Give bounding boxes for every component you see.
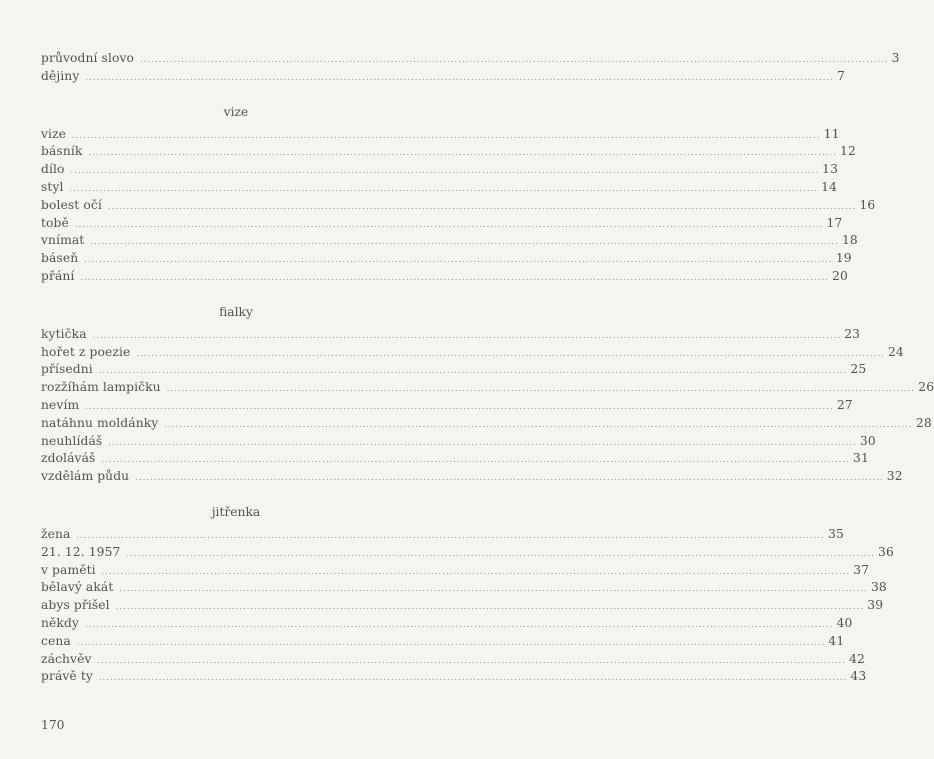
dot-leader: ........................................................................................................................................................................................................ [88,148,838,158]
toc-entry-page: 42 [849,651,865,666]
toc-entry-page: 40 [836,615,853,630]
toc-entry-title: vnímat [41,233,85,248]
dot-leader: ........................................................................................................................................................................................................ [97,655,847,665]
toc-entry-page: 7 [836,68,845,83]
toc-entry-page: 13 [822,162,838,177]
toc-entry-page: 31 [853,451,869,466]
dot-leader: ........................................................................................................................................................................................................ [101,566,851,576]
toc-entry [41,526,844,544]
toc-entry-page: 37 [853,562,870,577]
toc-entry-title: bělavý akát [41,580,114,595]
dot-leader: ........................................................................................................................................................................................................ [74,219,824,229]
dot-leader: ........................................................................................................................................................................................................ [90,237,839,247]
dot-leader: ........................................................................................................................................................................................................ [84,619,834,629]
toc-entry-list [41,526,894,686]
toc-entry-list [41,126,876,286]
toc-entry [41,597,884,615]
dot-leader: ........................................................................................................................................................................................................ [72,130,821,140]
toc-entry-title: zdoláváš [41,451,96,466]
toc-entry-page: 19 [835,251,852,266]
toc-entry-title: rozžíhám lampičku [41,380,161,395]
dot-leader: ........................................................................................................................................................................................................ [70,166,820,176]
dot-leader: ........................................................................................................................................................................................................ [140,55,889,64]
toc-entry-page: 39 [867,598,884,613]
toc-entry-page: 24 [887,344,904,359]
toc-entry-title: někdy [41,615,79,630]
toc-entry [41,179,837,197]
toc-entry-title: báseň [41,251,79,266]
toc-entry [41,651,865,669]
toc-entry-title: v paměti [41,562,96,577]
toc-entry-page: 28 [915,415,932,430]
section-heading: fialky [219,304,253,319]
toc-entry-title: 21. 12. 1957 [41,544,121,559]
toc-entry-title: neuhlídáš [41,433,103,448]
toc-entry [41,250,852,268]
dot-leader: ........................................................................................................................................................................................................ [85,72,834,82]
toc-entry-list [41,326,934,486]
toc-entry [41,397,853,415]
dot-leader: ........................................................................................................................................................................................................ [84,255,833,265]
dot-leader: ........................................................................................................................................................................................................ [92,330,842,340]
toc-entry [41,468,903,486]
dot-leader: ........................................................................................................................................................................................................ [108,437,857,447]
toc-entry [41,50,900,68]
dot-leader: ........................................................................................................................................................................................................ [166,384,916,394]
toc-entry-page: 20 [832,268,848,283]
toc-entry-page: 11 [823,126,840,141]
toc-entry [41,668,867,686]
toc-entry [41,379,934,397]
toc-entry-page: 18 [841,233,858,248]
toc-entry-page: 35 [828,526,844,541]
toc-entry-page: 25 [850,362,867,377]
toc-entry [41,126,840,144]
toc-entry [41,633,845,651]
toc-entry-title: žena [41,526,71,541]
dot-leader: ........................................................................................................................................................................................................ [101,455,851,465]
toc-entry-title: vize [41,126,67,141]
toc-entry-title: cena [41,633,71,648]
toc-entry-page: 27 [836,397,853,412]
dot-leader: ........................................................................................................................................................................................................ [98,366,848,376]
dot-leader: ........................................................................................................................................................................................................ [115,602,865,612]
toc-entry-page: 26 [918,380,934,395]
toc-entry-page: 17 [826,215,843,230]
toc-entry-title: natáhnu moldánky [41,415,159,430]
toc-entry [41,232,858,250]
toc-entry-title: hořet z poezie [41,344,131,359]
toc-entry-title: tobě [41,215,69,230]
toc-entry [41,544,894,562]
toc-entry-page: 38 [870,580,887,595]
toc-entry [41,197,876,215]
toc-entry [41,326,861,344]
toc-entry-title: dějiny [41,68,80,83]
toc-entry-title: kytička [41,326,87,341]
toc-entry [41,215,843,233]
toc-entry [41,615,853,633]
toc-entry-title: bolest očí [41,197,102,212]
toc-entry-title: přísedni [41,362,93,377]
toc-entry-page: 3 [891,51,900,65]
toc-entry [41,268,848,286]
toc-entry-title: přání [41,268,75,283]
toc-entry-title: dílo [41,162,65,177]
dot-leader: ........................................................................................................................................................................................................ [76,637,826,647]
table-of-contents [41,50,934,686]
toc-entry-page: 30 [859,433,876,448]
toc-entry [41,562,870,580]
dot-leader: ........................................................................................................................................................................................................ [136,348,885,358]
section-heading: vize [223,104,249,119]
section-heading: jitřenka [211,504,261,519]
dot-leader: ........................................................................................................................................................................................................ [98,673,848,683]
toc-entry [41,579,887,597]
toc-entry-page: 41 [828,633,845,648]
toc-entry [41,450,869,468]
dot-leader: ........................................................................................................................................................................................................ [126,548,876,558]
toc-entry-title: vzdělám půdu [41,469,130,484]
toc-entry-page: 36 [878,544,894,559]
dot-leader: ........................................................................................................................................................................................................ [164,419,913,429]
toc-entry-title: nevím [41,397,80,412]
toc-entry-title: záchvěv [41,651,92,666]
toc-entry-title: průvodní slovo [41,51,135,65]
toc-entry [41,161,838,179]
toc-entry [41,361,867,379]
toc-entry-page: 43 [850,669,867,684]
dot-leader: ........................................................................................................................................................................................................ [76,530,826,540]
toc-entry-page: 32 [886,469,903,484]
toc-entry [41,143,856,161]
toc-entry-title: styl [41,179,64,194]
page-number: 170 [41,718,65,732]
toc-entry-page: 14 [821,179,837,194]
toc-entry-page: 16 [859,197,876,212]
toc-entry [41,344,904,362]
toc-entry-title: básník [41,144,83,159]
toc-entry-title: abys přišel [41,598,110,613]
toc-entry [41,433,876,451]
dot-leader: ........................................................................................................................................................................................................ [135,473,884,483]
dot-leader: ........................................................................................................................................................................................................ [107,201,857,211]
toc-entry [41,415,932,433]
toc-entry-list [41,50,900,86]
dot-leader: ........................................................................................................................................................................................................ [80,272,830,282]
dot-leader: ........................................................................................................................................................................................................ [69,183,819,193]
toc-entry-page: 23 [844,326,861,341]
dot-leader: ........................................................................................................................................................................................................ [119,584,868,594]
toc-entry [41,68,845,86]
dot-leader: ........................................................................................................................................................................................................ [85,401,834,411]
toc-entry-title: právě ty [41,669,93,684]
toc-entry-page: 12 [840,144,856,159]
